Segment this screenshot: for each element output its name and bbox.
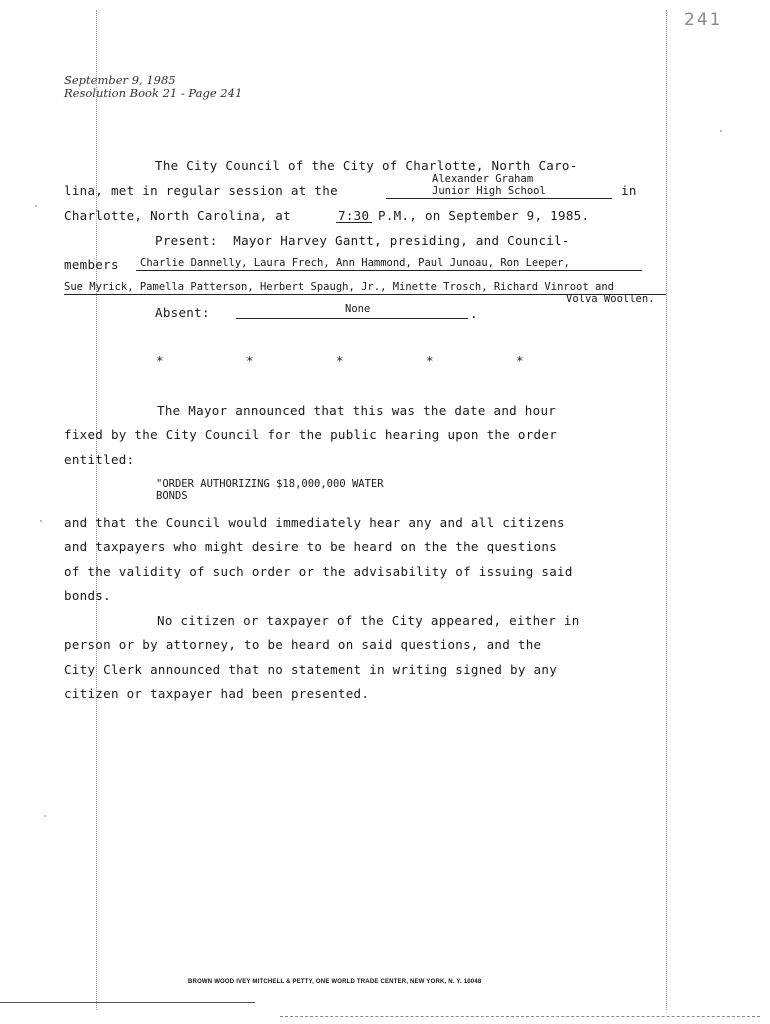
present-line1: Present: Mayor Harvey Gantt, presiding, and Council- xyxy=(155,233,570,248)
meeting-location-fill-1: Alexander Graham xyxy=(432,173,534,185)
scan-speck xyxy=(35,205,37,207)
present-members-line1: Charlie Dannelly, Laura Frech, Ann Hammond, Paul Junoau, Ron Leeper, xyxy=(140,257,570,269)
para3-line4: bonds. xyxy=(64,588,111,603)
separator-star: * xyxy=(156,353,164,368)
para3-line2: and taxpayers who might desire to be heard on the the questions xyxy=(64,539,558,554)
separator-star: * xyxy=(426,353,434,368)
para4-line1: No citizen or taxpayer of the City appeared, either in xyxy=(157,613,580,628)
para1-line2: lina, met in regular session at the xyxy=(64,183,338,198)
para1-line2-end: in xyxy=(621,183,637,198)
meeting-time-fill: 7:30 xyxy=(338,208,370,223)
para2-line2: fixed by the City Council for the public hearing upon the order xyxy=(64,427,558,442)
para2-line1: The Mayor announced that this was the date and hour xyxy=(157,403,557,418)
header-date: September 9, 1985 xyxy=(64,73,176,87)
para4-line2: person or by attorney, to be heard on said questions, and the xyxy=(64,637,542,652)
absent-blank-line xyxy=(236,318,468,319)
header-book: Resolution Book 21 - Page 241 xyxy=(64,86,243,100)
present-members-label: members xyxy=(64,257,119,272)
scan-margin-line xyxy=(96,10,97,1010)
para1-line3-end: P.M., on September 9, 1985. xyxy=(378,208,590,223)
scan-margin-line xyxy=(666,10,667,1010)
absent-terminator: . xyxy=(470,306,478,321)
scan-speck xyxy=(720,130,722,132)
present-members-line3: Volva Woollen. xyxy=(566,293,655,305)
order-title-line2: BONDS xyxy=(156,490,188,502)
separator-star: * xyxy=(336,353,344,368)
present-members-line2: Sue Myrick, Pamella Patterson, Herbert Spaugh, Jr., Minette Trosch, Richard Vinroot and xyxy=(64,281,614,293)
para4-line3: City Clerk announced that no statement in writing signed by any xyxy=(64,662,558,677)
location-blank-line xyxy=(386,198,612,199)
printer-imprint: BROWN WOOD IVEY MITCHELL & PETTY, ONE WORLD TRADE CENTER, NEW YORK, N. Y. 10048 xyxy=(188,979,482,985)
separator-star: * xyxy=(246,353,254,368)
page-number: 241 xyxy=(684,10,723,30)
time-blank-line xyxy=(336,222,372,223)
meeting-location-fill-2: Junior High School xyxy=(432,185,546,197)
scan-bottom-rule xyxy=(0,1002,255,1003)
para2-line3: entitled: xyxy=(64,452,135,467)
separator-star: * xyxy=(516,353,524,368)
order-title-line1: "ORDER AUTHORIZING $18,000,000 WATER xyxy=(156,478,384,490)
absent-label: Absent: xyxy=(155,305,210,320)
para4-line4: citizen or taxpayer had been presented. xyxy=(64,686,370,701)
members-blank-line-1 xyxy=(136,270,642,271)
scan-speck xyxy=(40,520,42,522)
absent-value: None xyxy=(345,303,371,315)
scan-speck xyxy=(44,815,46,817)
para1-line1: The City Council of the City of Charlotte, North Caro- xyxy=(155,158,578,173)
para1-line3: Charlotte, North Carolina, at xyxy=(64,208,291,223)
para3-line3: of the validity of such order or the advisability of issuing said xyxy=(64,564,573,579)
scan-bottom-rule xyxy=(280,1016,760,1017)
para3-line1: and that the Council would immediately hear any and all citizens xyxy=(64,515,565,530)
